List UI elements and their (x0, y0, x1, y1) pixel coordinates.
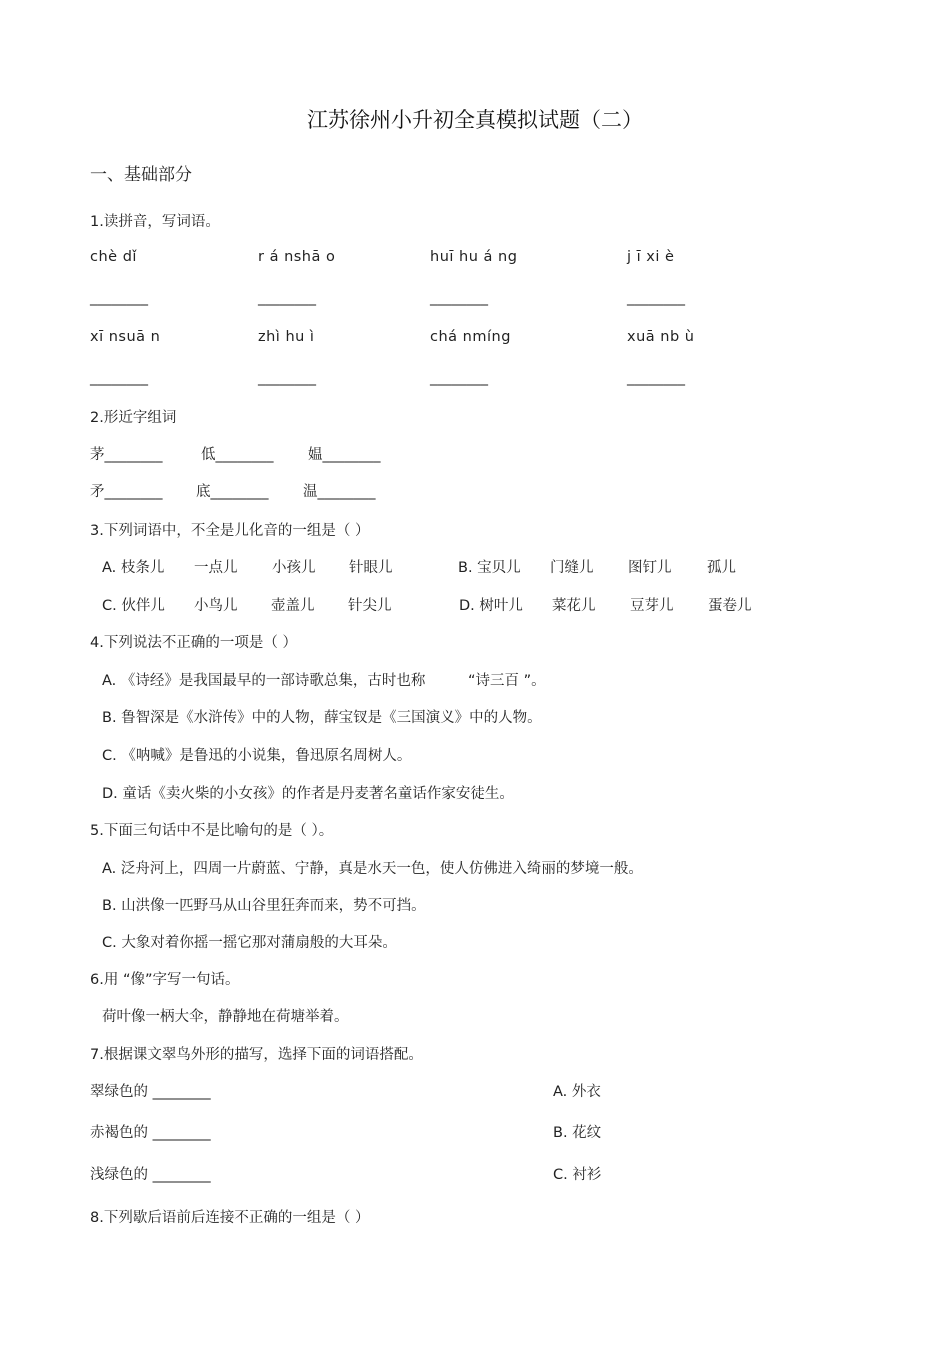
question-7-label: 7.根据课文翠鸟外形的描写，选择下面的词语搭配。 (90, 1047, 423, 1063)
char-blank[interactable]: 茅________ (90, 447, 163, 463)
question-2-label: 2.形近字组词 (90, 410, 177, 426)
option-a-word: 一点儿 (194, 560, 238, 576)
option-a-quote: “诗三百 ”。 (468, 673, 546, 689)
match-right: A. 外衣 (553, 1084, 601, 1100)
option-c: C. 《呐喊》是鲁迅的小说集，鲁迅原名周树人。 (102, 748, 412, 764)
page-title: 江苏徐州小升初全真模拟试题（二） (307, 108, 643, 132)
option-d-word: 菜花儿 (552, 598, 596, 614)
question-1-label: 1.读拼音，写词语。 (90, 214, 220, 230)
char-blank[interactable]: 温________ (303, 484, 376, 500)
question-6-label: 6.用 “像”字写一句话。 (90, 972, 240, 988)
option-b: B. 鲁智深是《水浒传》中的人物，薛宝钗是《三国演义》中的人物。 (102, 710, 542, 726)
option-a-word: 针眼儿 (349, 560, 393, 576)
answer-blank[interactable]: ________ (627, 370, 685, 386)
answer-blank[interactable]: ________ (430, 370, 488, 386)
sample-sentence: 荷叶像一柄大伞，静静地在荷塘举着。 (102, 1009, 349, 1025)
option-c-word: 小鸟儿 (194, 598, 238, 614)
option-c-word: 针尖儿 (348, 598, 392, 614)
answer-blank[interactable]: ________ (258, 290, 316, 306)
match-left[interactable]: 翠绿色的 ________ (90, 1084, 211, 1100)
question-8-label: 8.下列歇后语前后连接不正确的一组是（ ） (90, 1210, 370, 1226)
option-a-word: 小孩儿 (272, 560, 316, 576)
option-d: D. 童话《卖火柴的小女孩》的作者是丹麦著名童话作家安徒生。 (102, 786, 514, 802)
char-blank[interactable]: 底________ (196, 484, 269, 500)
match-left[interactable]: 赤褐色的 ________ (90, 1125, 211, 1141)
pinyin-item: zhì hu ì (258, 329, 315, 345)
option-c-word: 壶盖儿 (271, 598, 315, 614)
option-b: B. 山洪像一匹野马从山谷里狂奔而来，势不可挡。 (102, 898, 426, 914)
match-right: B. 花纹 (553, 1125, 602, 1141)
answer-blank[interactable]: ________ (258, 370, 316, 386)
option-b-word: 门缝儿 (550, 560, 594, 576)
option-d-word: 豆芽儿 (630, 598, 674, 614)
answer-blank[interactable]: ________ (627, 290, 685, 306)
section-heading: 一、基础部分 (90, 165, 192, 185)
pinyin-item: huī hu á ng (430, 249, 518, 265)
option-b-word: 图钉儿 (628, 560, 672, 576)
pinyin-item: xuā nb ù (627, 329, 695, 345)
option-d-word: D. 树叶儿 (459, 598, 523, 614)
option-a: A. 《诗经》是我国最早的一部诗歌总集，古时也称 (102, 673, 426, 689)
char-blank[interactable]: 矛________ (90, 484, 163, 500)
option-c-word: C. 伙伴儿 (102, 598, 165, 614)
pinyin-item: xī nsuā n (90, 329, 161, 345)
pinyin-item: j ī xi è (627, 249, 675, 265)
option-a-word: A. 枝条儿 (102, 560, 165, 576)
match-right: C. 衬衫 (553, 1167, 602, 1183)
option-a: A. 泛舟河上，四周一片蔚蓝、宁静，真是水天一色，使人仿佛进入绮丽的梦境一般。 (102, 861, 643, 877)
match-left[interactable]: 浅绿色的 ________ (90, 1167, 211, 1183)
char-blank[interactable]: 低________ (201, 447, 274, 463)
question-4-label: 4.下列说法不正确的一项是（ ） (90, 635, 297, 651)
answer-blank[interactable]: ________ (90, 290, 148, 306)
question-5-label: 5.下面三句话中不是比喻句的是（ ）。 (90, 823, 334, 839)
pinyin-item: chá nmíng (430, 329, 511, 345)
char-blank[interactable]: 媪________ (308, 447, 381, 463)
option-b-word: B. 宝贝儿 (458, 560, 521, 576)
option-c: C. 大象对着你摇一摇它那对蒲扇般的大耳朵。 (102, 935, 397, 951)
option-d-word: 蛋卷儿 (708, 598, 752, 614)
answer-blank[interactable]: ________ (90, 370, 148, 386)
pinyin-item: r á nshā o (258, 249, 336, 265)
pinyin-item: chè dǐ (90, 249, 137, 265)
option-b-word: 孤儿 (707, 560, 736, 576)
answer-blank[interactable]: ________ (430, 290, 488, 306)
question-3-label: 3.下列词语中，不全是儿化音的一组是（ ） (90, 523, 370, 539)
